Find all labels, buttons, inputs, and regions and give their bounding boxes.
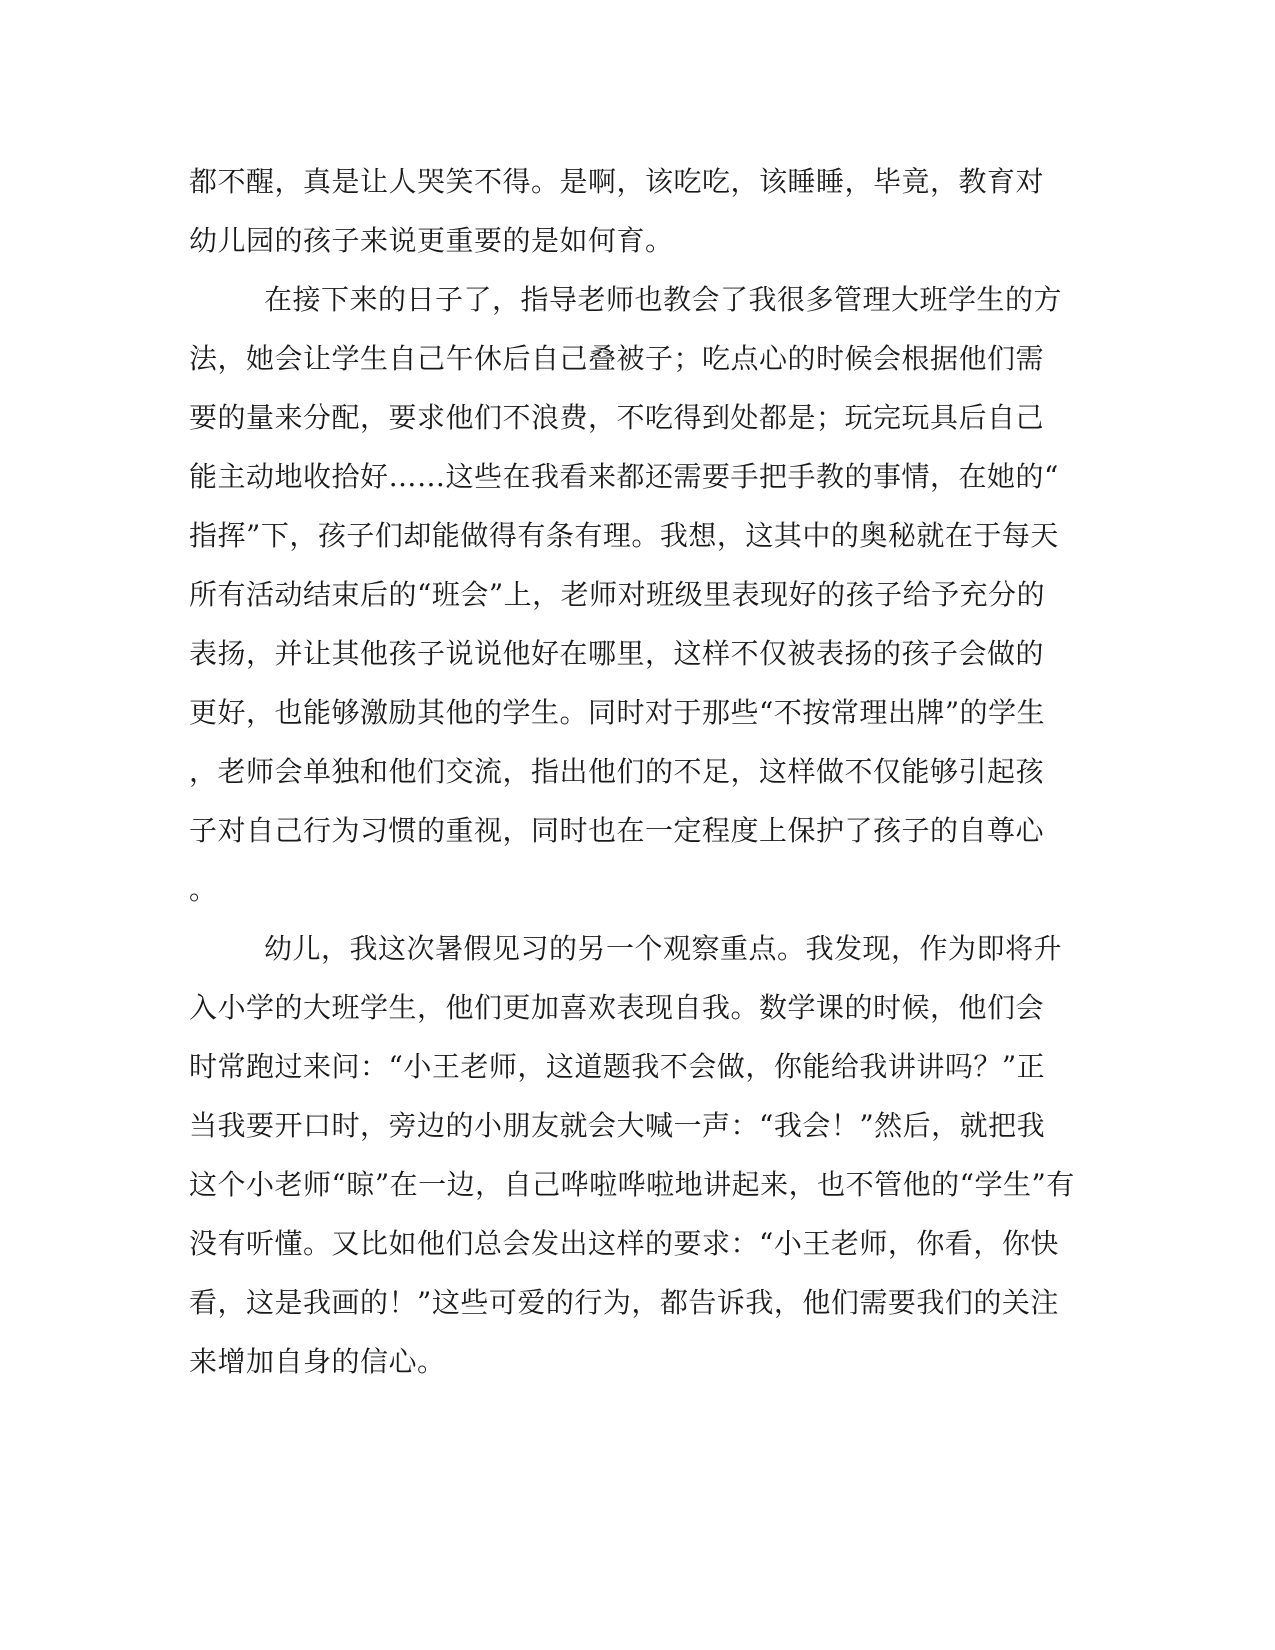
text-line: 看，这是我画的！”这些可爱的行为，都告诉我，他们需要我们的关注 — [189, 1286, 1059, 1319]
text-line: 都不醒，真是让人哭笑不得。是啊，该吃吃，该睡睡，毕竟，教育对 — [189, 165, 1045, 198]
text-line: 来增加自身的信心。 — [189, 1345, 446, 1378]
text-line: 时常跑过来问：“小王老师，这道题我不会做，你能给我讲讲吗？”正 — [189, 1050, 1046, 1083]
text-line: ，老师会单独和他们交流，指出他们的不足，这样做不仅能够引起孩 — [189, 755, 1045, 788]
text-line: 表扬，并让其他孩子说说他好在哪里，这样不仅被表扬的孩子会做的 — [189, 637, 1045, 670]
text-line: 当我要开口时，旁边的小朋友就会大喊一声：“我会！”然后，就把我 — [189, 1109, 1046, 1142]
text-line: 在接下来的日子了，指导老师也教会了我很多管理大班学生的方 — [264, 283, 1063, 316]
text-line: 更好，也能够激励其他的学生。同时对于那些“不按常理出牌”的学生 — [189, 696, 1046, 729]
text-line: 所有活动结束后的“班会”上，老师对班级里表现好的孩子给予充分的 — [189, 578, 1046, 611]
text-line: 法，她会让学生自己午休后自己叠被子；吃点心的时候会根据他们需 — [189, 342, 1045, 375]
text-line: 要的量来分配，要求他们不浪费，不吃得到处都是；玩完玩具后自己 — [189, 401, 1045, 434]
text-line: 这个小老师“晾”在一边，自己哗啦哗啦地讲起来，也不管他的“学生”有 — [189, 1168, 1075, 1201]
text-line: 能主动地收拾好……这些在我看来都还需要手把手教的事情，在她的“ — [189, 460, 1059, 493]
text-line: 幼儿，我这次暑假见习的另一个观察重点。我发现，作为即将升 — [264, 932, 1063, 965]
text-line: 没有听懂。又比如他们总会发出这样的要求：“小王老师，你看，你快 — [189, 1227, 1059, 1260]
text-line: 。 — [189, 873, 218, 906]
text-line: 指挥”下，孩子们却能做得有条有理。我想，这其中的奥秘就在于每天 — [189, 519, 1059, 552]
text-line: 幼儿园的孩子来说更重要的是如何育。 — [189, 224, 674, 257]
text-line: 入小学的大班学生，他们更加喜欢表现自我。数学课的时候，他们会 — [189, 991, 1045, 1024]
text-line: 子对自己行为习惯的重视，同时也在一定程度上保护了孩子的自尊心 — [189, 814, 1045, 847]
